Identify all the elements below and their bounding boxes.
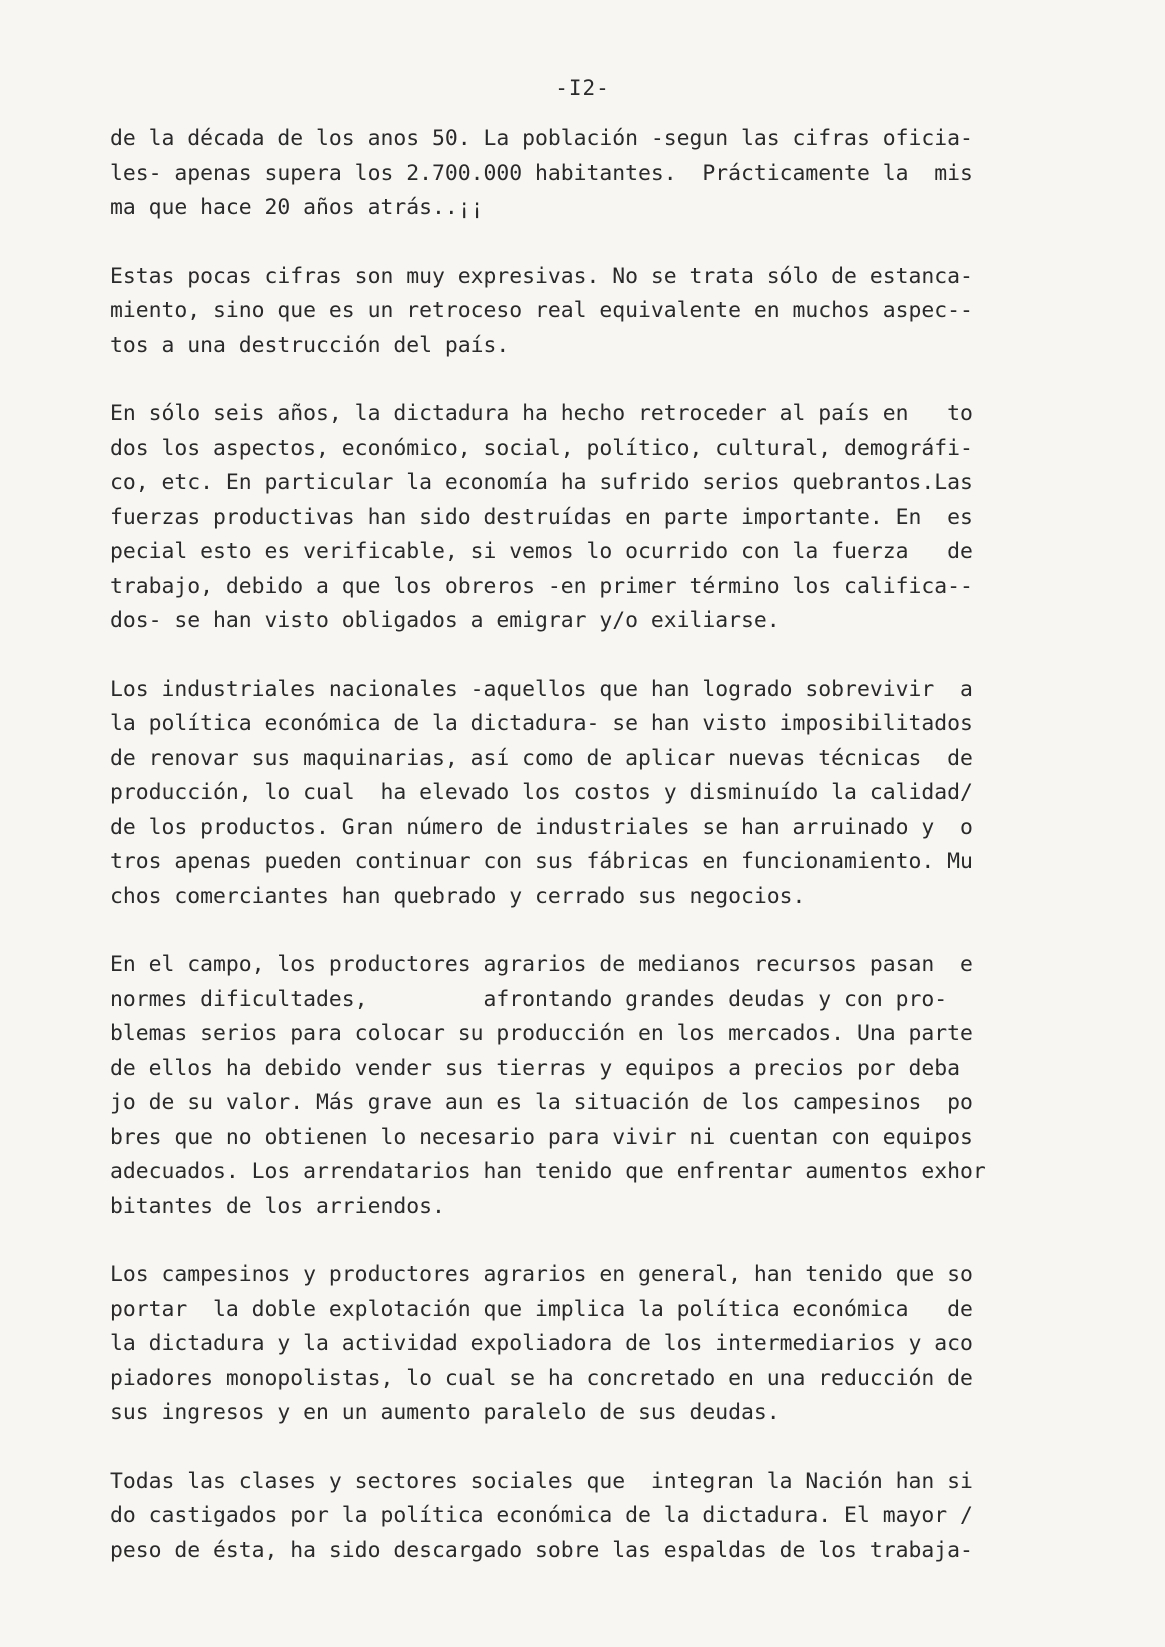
text-line: portar la doble explotación que implica la política económica de — [110, 1296, 973, 1322]
text-line: Todas las clases y sectores sociales que integran la Nación han si — [110, 1468, 973, 1494]
body-text — [110, 122, 1090, 1602]
text-line: En el campo, los productores agrarios de medianos recursos pasan e — [110, 952, 973, 977]
paragraph — [110, 260, 1090, 364]
text-line: piadores monopolistas, lo cual se ha concretado en una reducción de — [110, 1365, 973, 1391]
text-line: de renovar sus maquinarias, así como de aplicar nuevas técnicas de — [110, 745, 973, 771]
text-line: bitantes de los arriendos. — [110, 1193, 445, 1219]
paragraph — [110, 1258, 1090, 1431]
text-line: producción, lo cual ha elevado los costos y disminuído la calidad/ — [110, 780, 973, 805]
text-line: de la década de los anos 50. La población -segun las cifras oficia- — [110, 126, 973, 151]
paragraph — [110, 1465, 1090, 1569]
text-line: la dictadura y la actividad expoliadora de los intermediarios y aco — [110, 1331, 973, 1356]
text-line: Estas pocas cifras son muy expresivas. No se trata sólo de estanca- — [110, 263, 973, 289]
text-line: dos los aspectos, económico, social, político, cultural, demográfi- — [110, 435, 973, 461]
text-line: de ellos ha debido vender sus tierras y equipos a precios por deba — [110, 1055, 960, 1081]
text-line: tos a una destrucción del país. — [110, 332, 510, 358]
text-line: de los productos. Gran número de industriales se han arruinado y o — [110, 814, 973, 840]
text-line: la política económica de la dictadura- se han visto imposibilitados — [110, 711, 973, 736]
text-line: Los industriales nacionales -aquellos que han logrado sobrevivir a — [110, 676, 973, 702]
text-line: fuerzas productivas han sido destruídas en parte importante. En es — [110, 504, 973, 530]
text-line: jo de su valor. Más grave aun es la situación de los campesinos po — [110, 1090, 973, 1115]
text-line: trabajo, debido a que los obreros -en primer término los califica-- — [110, 573, 973, 599]
text-line: blemas serios para colocar su producción en los mercados. Una parte — [110, 1021, 973, 1046]
text-line: peso de ésta, ha sido descargado sobre las espaldas de los trabaja- — [110, 1537, 973, 1563]
paragraph — [110, 948, 1090, 1224]
text-line: sus ingresos y en un aumento paralelo de sus deudas. — [110, 1400, 780, 1425]
text-line: normes dificultades, afrontando grandes deudas y con pro- — [110, 986, 948, 1012]
text-line: les- apenas supera los 2.700.000 habitantes. Prácticamente la mis — [110, 160, 973, 186]
text-line: tros apenas pueden continuar con sus fábricas en funcionamiento. Mu — [110, 849, 973, 874]
text-line: bres que no obtienen lo necesario para vivir ni cuentan con equipos — [110, 1124, 973, 1150]
text-line: miento, sino que es un retroceso real equivalente en muchos aspec-- — [110, 298, 973, 323]
paragraph — [110, 397, 1090, 639]
paragraph — [110, 673, 1090, 915]
paragraph — [110, 122, 1090, 226]
text-line: chos comerciantes han quebrado y cerrado sus negocios. — [110, 883, 806, 909]
text-line: pecial esto es verificable, si vemos lo ocurrido con la fuerza de — [110, 539, 973, 564]
text-line: adecuados. Los arrendatarios han tenido que enfrentar aumentos exhor — [110, 1159, 986, 1184]
text-line: En sólo seis años, la dictadura ha hecho retroceder al país en to — [110, 401, 973, 426]
page-number: -I2- — [555, 76, 610, 100]
text-line: Los campesinos y productores agrarios en general, han tenido que so — [110, 1262, 973, 1287]
text-line: dos- se han visto obligados a emigrar y/o exiliarse. — [110, 608, 780, 633]
text-line: co, etc. En particular la economía ha sufrido serios quebrantos.Las — [110, 470, 973, 495]
text-line: ma que hace 20 años atrás..¡¡ — [110, 195, 484, 220]
text-line: do castigados por la política económica de la dictadura. El mayor / — [110, 1503, 973, 1528]
